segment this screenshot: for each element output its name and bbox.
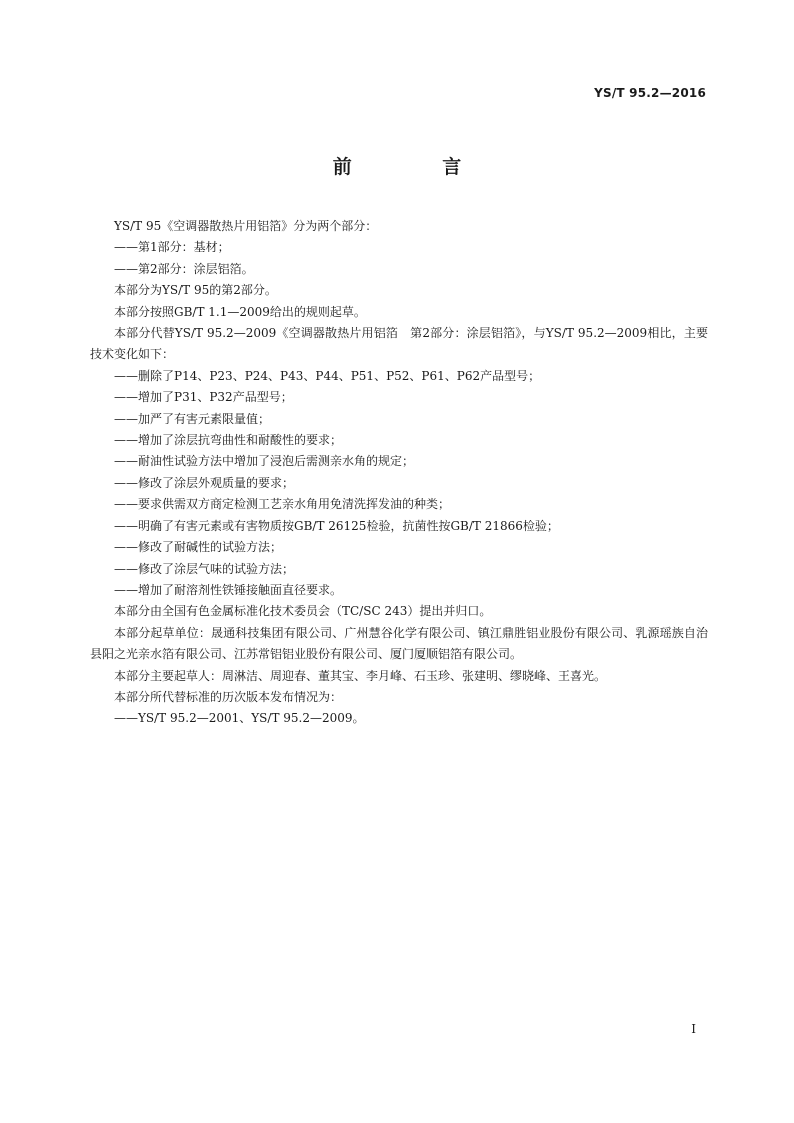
paragraph-intro: YS/T 95《空调器散热片用铝箔》分为两个部分：: [114, 219, 378, 233]
list-item-change: ——明确了有害元素或有害物质按GB/T 26125检验，抗菌性按GB/T 21866检验；: [114, 518, 559, 533]
list-item-change: ——耐油性试验方法中增加了浸泡后需测亲水角的规定；: [114, 454, 415, 469]
standard-code: YS/T 95.2—2016: [594, 86, 706, 100]
list-item-change: ——修改了耐碱性的试验方法；: [114, 540, 283, 555]
list-item-change: ——增加了涂层抗弯曲性和耐酸性的要求；: [114, 433, 343, 448]
list-item-part1: ——第1部分：基材；: [114, 240, 230, 255]
document-body: [90, 216, 708, 730]
paragraph-part-statement: 本部分为YS/T 95的第2部分。: [114, 283, 277, 298]
list-item-change: ——增加了P31、P32产品型号；: [114, 390, 293, 405]
paragraph-drafting-units: 本部分起草单位：晟通科技集团有限公司、广州慧谷化学有限公司、镇江鼎胜铝业股份有限公司、乳源瑶族自治县阳之光亲水箔有限公司、江苏常铝铝业股份有限公司、厦门厦顺铝箔有限公司。: [90, 625, 708, 662]
paragraph-replacement: 本部分代替YS/T 95.2—2009《空调器散热片用铝箔 第2部分：涂层铝箔》，与YS/T 95.2—2009相比，主要技术变化如下：: [90, 326, 708, 362]
paragraph-proposer: 本部分由全国有色金属标准化技术委员会（TC/SC 243）提出并归口。: [114, 604, 492, 619]
list-item-change: ——修改了涂层外观质量的要求；: [114, 475, 295, 490]
list-item-change: ——要求供需双方商定检测工艺亲水角用免清洗挥发油的种类；: [114, 497, 451, 512]
list-item-change: ——删除了P14、P23、P24、P43、P44、P51、P52、P61、P62产品型号；: [114, 368, 541, 383]
paragraph-drafters: 本部分主要起草人：周淋洁、周迎春、董其宝、李月峰、石玉珍、张建明、缪晓峰、王喜光。: [114, 668, 607, 683]
page-title: 前 言: [332, 156, 504, 178]
paragraph-drafting-rules: 本部分按照GB/T 1.1—2009给出的规则起草。: [114, 304, 366, 319]
list-item-part2: ——第2部分：涂层铝箔。: [114, 261, 254, 276]
paragraph-history-intro: 本部分所代替标准的历次版本发布情况为：: [114, 689, 343, 704]
list-item-history: ——YS/T 95.2—2001、YS/T 95.2—2009。: [114, 711, 365, 726]
list-item-change: ——修改了涂层气味的试验方法；: [114, 561, 295, 576]
page-number: I: [691, 1022, 696, 1036]
list-item-change: ——增加了耐溶剂性铁锤接触面直径要求。: [114, 582, 343, 597]
list-item-change: ——加严了有害元素限量值；: [114, 411, 271, 426]
